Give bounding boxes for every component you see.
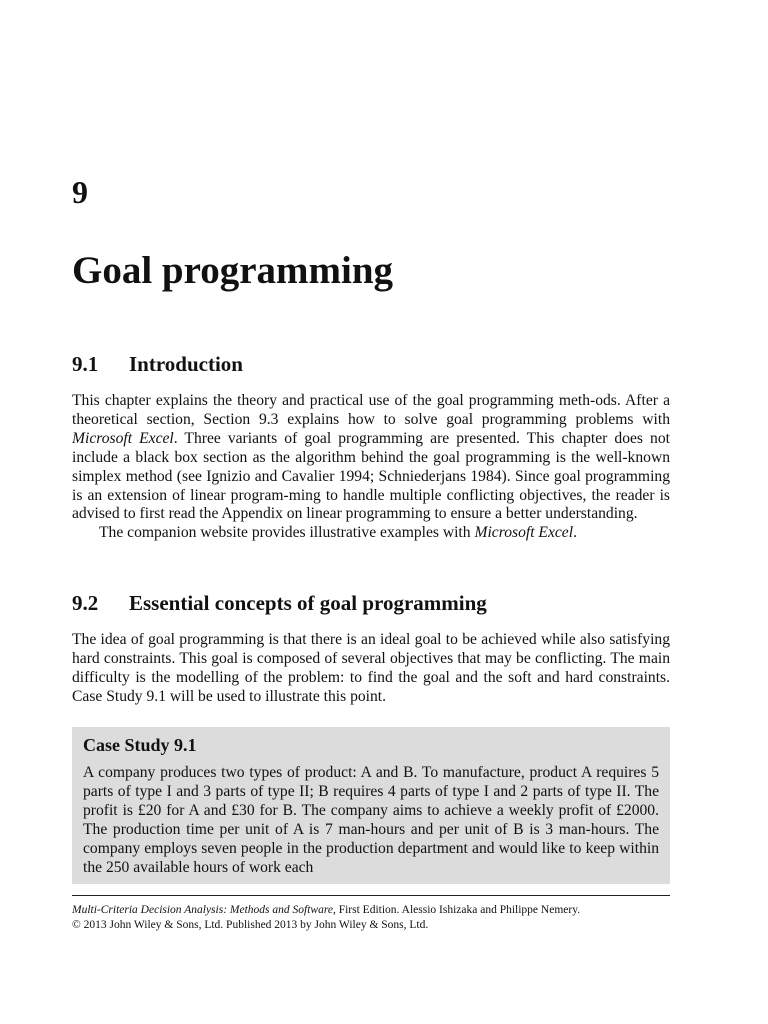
- section-title: Introduction: [129, 352, 243, 376]
- paragraph: [72, 524, 670, 543]
- case-study-box: [72, 727, 670, 884]
- case-study-text: [83, 764, 659, 877]
- chapter-title: Goal programming: [72, 249, 394, 292]
- text-run: This chapter explains the theory and practical use of the goal programming meth-ods. After a theoretical section, Section 9.3 explains how to solve goal programming problems with: [72, 392, 670, 428]
- footnote-line-2: © 2013 John Wiley & Sons, Ltd. Published 2013 by John Wiley & Sons, Ltd.: [72, 919, 429, 931]
- chapter-number: 9: [72, 174, 88, 210]
- section-heading-introduction: [72, 350, 243, 378]
- paragraph: A company produces two types of product: A and B. To manufacture, product A requires 5 parts of type I and 3 parts of type II; B requires 4 parts of type I and 2 parts of type II. The profit is £20 for A and £30 for B. The company aims to achieve a weekly profit of £2000. The production time per unit of A is 7 man-hours and per unit of B is 3 man-hours. The company employs seven people in the production department and would like to keep within the 250 available hours of work each: [83, 764, 659, 876]
- book-title: Multi-Criteria Decision Analysis: Methods and Software: [72, 904, 333, 916]
- copyright-footnote: [72, 903, 682, 933]
- emphasis: Microsoft Excel: [72, 429, 174, 447]
- paragraph: [72, 392, 670, 524]
- essential-concepts-body: [72, 631, 670, 707]
- case-study-title: Case Study 9.1: [83, 735, 197, 755]
- section-heading-essential-concepts: [72, 589, 487, 617]
- text-run: .: [573, 524, 577, 542]
- section-number: 9.2: [72, 591, 99, 615]
- edition-authors: , First Edition. Alessio Ishizaka and Philippe Nemery.: [332, 904, 581, 916]
- emphasis: Microsoft Excel: [474, 524, 574, 542]
- text-run: . Three variants of goal programming are presented. This chapter does not include a black box section as the algorithm behind the goal programming is the well-known simplex method (see Ignizio and Cavalier 1994; Schniederjans 1984). Since goal programming is an extension of linear program-ming to handle multiple conflicting objectives, the reader is advised to first read the Appendix on linear programming to ensure a better understanding.: [72, 429, 670, 523]
- section-number: 9.1: [72, 352, 99, 376]
- text-run: The companion website provides illustrative examples with: [99, 524, 475, 542]
- footnote-line-1: [72, 903, 682, 918]
- footnote-divider: [72, 895, 670, 896]
- paragraph: The idea of goal programming is that there is an ideal goal to be achieved while also satisfying hard constraints. This goal is composed of several objectives that may be conflicting. The main difficulty is the modelling of the problem: to find the goal and the soft and hard constraints. Case Study 9.1 will be used to illustrate this point.: [72, 631, 670, 705]
- introduction-body: [72, 392, 670, 543]
- section-title: Essential concepts of goal programming: [129, 591, 487, 615]
